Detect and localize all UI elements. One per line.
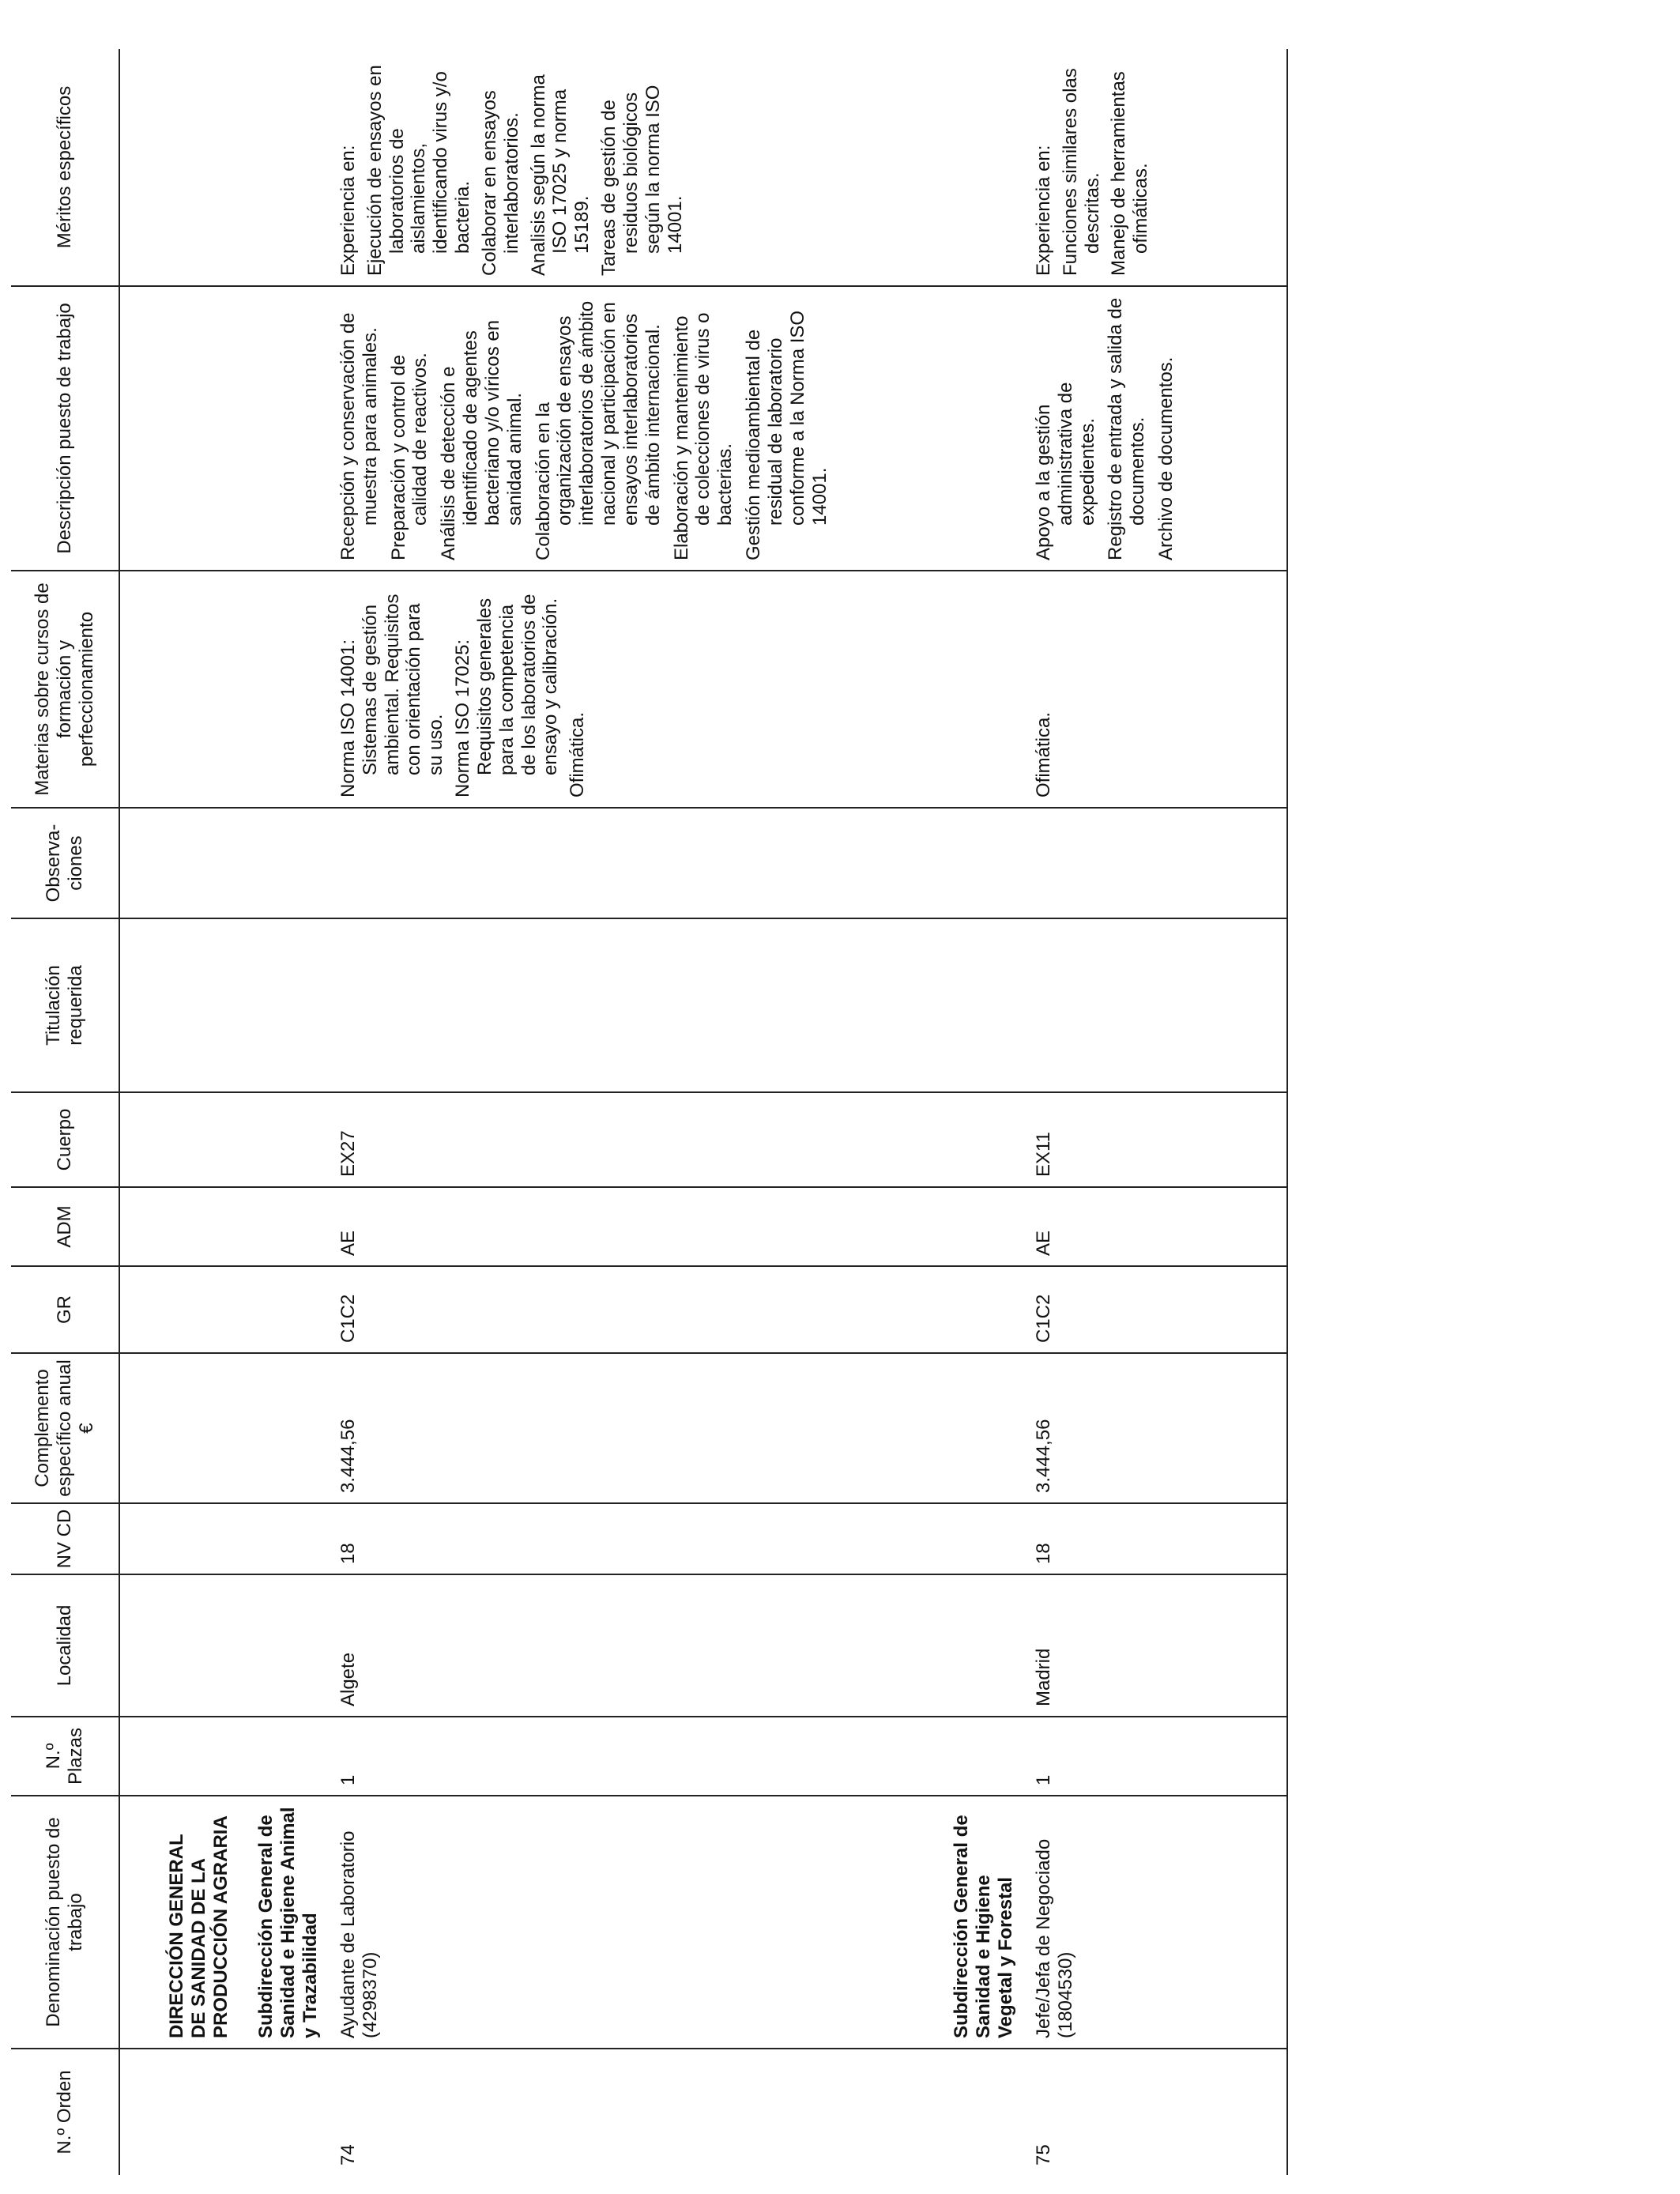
- header-cuerpo: Cuerpo: [11, 1092, 119, 1187]
- descripcion-item: Gestión medioambiental de residual de laboratorio conforme a la Norma ISO 14001.: [743, 310, 831, 560]
- cell-plazas: 1: [1017, 1717, 1184, 1796]
- descripcion-item: Análisis de detección e identificado de agentes bacteriano y/o víricos en sanidad animal.: [438, 319, 525, 560]
- cell-titulacion: [322, 918, 837, 1092]
- header-observaciones: Observa-ciones: [11, 808, 119, 918]
- cell-complemento: 3.444,56: [1017, 1353, 1184, 1503]
- merito-item: Manejo de herramientas ofimáticas.: [1108, 71, 1152, 276]
- cell-descripcion: [1017, 286, 1184, 571]
- cell-cuerpo: EX11: [1017, 1092, 1184, 1187]
- descripcion-item: Registro de entrada y salida de documentos.: [1105, 297, 1149, 560]
- cell-plazas: 1: [322, 1717, 837, 1796]
- cell-localidad: Algete: [322, 1574, 837, 1717]
- merito-item: Tareas de gestión de residuos biológicos según la norma ISO 14001.: [598, 85, 686, 276]
- descripcion-item: Archivo de documentos.: [1155, 356, 1177, 560]
- spacer-row: [1184, 49, 1287, 2175]
- cell-nvcd: 18: [322, 1503, 837, 1574]
- header-descripcion: Descripción puesto de trabajo: [11, 286, 119, 571]
- cell-localidad: Madrid: [1017, 1574, 1184, 1717]
- cell-nvcd: 18: [1017, 1503, 1184, 1574]
- cell-gr: C1C2: [1017, 1266, 1184, 1353]
- header-denominacion: Denominación puesto de trabajo: [11, 1796, 119, 2049]
- header-plazas: N.º Plazas: [11, 1717, 119, 1796]
- cell-denominacion: Jefe/Jefa de Negociado (1804530): [1017, 1796, 1184, 2049]
- cell-meritos: [1017, 49, 1184, 286]
- cell-gr: C1C2: [322, 1266, 837, 1353]
- header-localidad: Localidad: [11, 1574, 119, 1717]
- header-complemento: Complemento específico anual €: [11, 1353, 119, 1503]
- descripcion-item: Apoyo a la gestión administrativa de expedientes.: [1032, 382, 1098, 560]
- materia-item: Ofimática.: [1032, 711, 1054, 797]
- org-subdireccion-vegetal: Subdirección General de Sanidad e Higiene Vegetal y Forestal: [940, 1796, 1016, 2049]
- header-adm: ADM: [11, 1187, 119, 1266]
- descripcion-item: Colaboración en la organización de ensayos interlaboratorios de ámbito nacional y participación en ensayos interlaboratorios de ámbito internacional.: [532, 300, 664, 560]
- descripcion-item: Preparación y control de calidad de reactivos.: [387, 352, 431, 560]
- job-positions-table: [11, 49, 1288, 2175]
- cell-cuerpo: EX27: [322, 1092, 837, 1187]
- cell-observaciones: [322, 808, 837, 918]
- table-row: [1017, 49, 1184, 2175]
- header-gr: GR: [11, 1266, 119, 1353]
- cell-denominacion: Ayudante de Laboratorio (4298370): [322, 1796, 837, 2049]
- cell-orden: 75: [1017, 2049, 1184, 2175]
- spacer-row: [837, 49, 940, 2175]
- org-row-direccion: [119, 49, 232, 2175]
- org-direccion: DIRECCIÓN GENERAL DE SANIDAD DE LA PRODUCCIÓN AGRARIA: [119, 1796, 232, 2049]
- cell-adm: AE: [322, 1187, 837, 1266]
- merito-item: Colaborar en ensayos interlaboratorios.: [478, 90, 522, 276]
- materia-item: Ofimática.: [567, 711, 589, 797]
- merito-item: Funciones similares olas descritas.: [1059, 68, 1103, 276]
- org-subdireccion-animal: Subdirección General de Sanidad e Higiene Animal y Trazabilidad: [232, 1796, 321, 2049]
- cell-complemento: 3.444,56: [322, 1353, 837, 1503]
- meritos-intro: Experiencia en:: [337, 145, 359, 276]
- header-row: [11, 49, 119, 2175]
- meritos-intro: Experiencia en:: [1032, 145, 1054, 276]
- cell-adm: AE: [1017, 1187, 1184, 1266]
- cell-descripcion: [322, 286, 837, 571]
- cell-observaciones: [1017, 808, 1184, 918]
- materia-item: Norma ISO 14001: Sistemas de gestión ambiental. Requisitos con orientación para su uso.: [337, 594, 447, 797]
- header-orden: N.º Orden: [11, 2049, 119, 2175]
- cell-materias: [322, 571, 837, 808]
- cell-materias: [1017, 571, 1184, 808]
- descripcion-item: Recepción y conservación de muestra para animales.: [337, 312, 381, 560]
- org-row-subdireccion-vegetal: [940, 49, 1016, 2175]
- materia-item: Norma ISO 17025: Requisitos generales para la competencia de los laboratorios de ensayo y calibración.: [452, 594, 562, 797]
- header-meritos: Méritos específicos: [11, 49, 119, 286]
- org-row-subdireccion-animal: [232, 49, 321, 2175]
- header-titulacion: Titulación requerida: [11, 918, 119, 1092]
- merito-item: Ejecución de ensayos en laboratorios de aislamientos, identificando virus y/o bacteria.: [363, 65, 474, 276]
- table-row: [322, 49, 837, 2175]
- cell-meritos: [322, 49, 837, 286]
- header-nvcd: NV CD: [11, 1503, 119, 1574]
- merito-item: Analisis según la norma ISO 17025 y norma 15189.: [527, 74, 593, 276]
- descripcion-item: Elaboración y mantenimiento de colecciones de virus o bacterias.: [670, 312, 736, 560]
- cell-orden: 74: [322, 2049, 837, 2175]
- header-materias: Materias sobre cursos de formación y perfeccionamiento: [11, 571, 119, 808]
- cell-titulacion: [1017, 918, 1184, 1092]
